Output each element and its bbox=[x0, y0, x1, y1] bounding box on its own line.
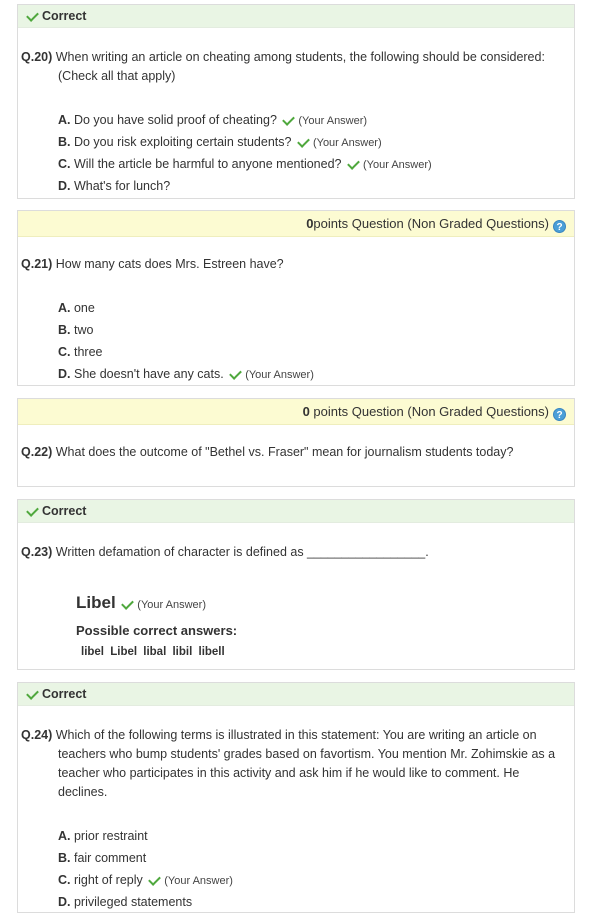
check-icon bbox=[121, 597, 134, 610]
question-body: How many cats does Mrs. Estreen have? bbox=[55, 257, 284, 271]
submitted-answer: Libel bbox=[76, 593, 116, 612]
question-number: Q.20) bbox=[21, 50, 53, 64]
your-answer-label: (Your Answer) bbox=[362, 159, 432, 171]
option-d bbox=[58, 891, 566, 913]
options-list bbox=[58, 297, 566, 385]
option-letter: D. bbox=[58, 367, 71, 381]
option-text: two bbox=[73, 323, 94, 337]
question-card-21 bbox=[17, 210, 575, 386]
question-number: Q.24) bbox=[21, 728, 53, 742]
option-d bbox=[58, 363, 566, 385]
question-number: Q.22) bbox=[21, 445, 53, 459]
check-icon bbox=[26, 687, 39, 700]
your-answer-label: (Your Answer) bbox=[137, 599, 206, 611]
question-text bbox=[21, 443, 564, 462]
option-c bbox=[58, 869, 566, 891]
check-icon bbox=[283, 113, 296, 126]
option-text: She doesn't have any cats. bbox=[73, 367, 224, 381]
option-text: privileged statements bbox=[73, 895, 193, 909]
points-header bbox=[18, 211, 574, 237]
options-list bbox=[58, 109, 566, 197]
check-icon bbox=[26, 9, 39, 22]
option-letter: B. bbox=[58, 135, 71, 149]
check-icon bbox=[347, 157, 360, 170]
option-a bbox=[58, 825, 566, 847]
question-card-20 bbox=[17, 4, 575, 199]
option-letter: C. bbox=[58, 345, 71, 359]
possible-answer: libil bbox=[172, 646, 193, 658]
option-c bbox=[58, 153, 566, 175]
option-text: fair comment bbox=[73, 851, 147, 865]
question-text bbox=[21, 726, 564, 802]
your-answer-label: (Your Answer) bbox=[312, 137, 382, 149]
option-a bbox=[58, 109, 566, 131]
option-letter: D. bbox=[58, 895, 71, 909]
help-icon[interactable]: ? bbox=[553, 408, 566, 421]
option-letter: A. bbox=[58, 829, 71, 843]
your-answer-label: (Your Answer) bbox=[245, 369, 314, 381]
question-body: When writing an article on cheating among students, the following should be considered: (Check all that apply) bbox=[55, 50, 545, 83]
possible-answer: libel bbox=[81, 646, 105, 658]
option-text: one bbox=[73, 301, 95, 315]
answer-block bbox=[76, 593, 566, 658]
option-b bbox=[58, 131, 566, 153]
option-text: three bbox=[73, 345, 103, 359]
status-label: Correct bbox=[42, 687, 87, 701]
check-icon bbox=[297, 135, 310, 148]
status-label: Correct bbox=[42, 9, 87, 23]
option-letter: B. bbox=[58, 323, 71, 337]
option-a bbox=[58, 297, 566, 319]
option-letter: A. bbox=[58, 301, 71, 315]
possible-answer: libell bbox=[198, 646, 225, 658]
possible-answers-title: Possible correct answers: bbox=[76, 623, 238, 638]
question-body: What does the outcome of "Bethel vs. Fraser" mean for journalism students today? bbox=[55, 445, 514, 459]
option-letter: B. bbox=[58, 851, 71, 865]
options-list bbox=[58, 825, 566, 913]
option-b bbox=[58, 319, 566, 341]
points-header bbox=[18, 399, 574, 425]
points-value: 0 bbox=[302, 404, 310, 419]
points-label: points Question (Non Graded Questions) bbox=[313, 216, 549, 231]
question-body: Which of the following terms is illustrated in this statement: You are writing an article on teachers who bump students' grades based on favortism. You mention Mr. Zohimskie as a teacher who participates in this activity and ask him if he would like to comment. He declines. bbox=[55, 728, 556, 799]
correct-header bbox=[18, 5, 574, 28]
correct-header bbox=[18, 683, 574, 706]
option-letter: C. bbox=[58, 157, 71, 171]
question-text bbox=[21, 255, 564, 274]
help-icon[interactable]: ? bbox=[553, 220, 566, 233]
your-answer-label: (Your Answer) bbox=[298, 115, 368, 127]
check-icon bbox=[26, 504, 39, 517]
your-answer-label: (Your Answer) bbox=[164, 875, 233, 887]
question-text bbox=[21, 543, 564, 562]
possible-answers-list bbox=[81, 646, 566, 658]
check-icon bbox=[148, 873, 161, 886]
possible-answer: libal bbox=[143, 646, 167, 658]
option-text: prior restraint bbox=[73, 829, 148, 843]
question-number: Q.21) bbox=[21, 257, 53, 271]
check-icon bbox=[229, 367, 242, 380]
question-card-22 bbox=[17, 398, 575, 487]
option-letter: A. bbox=[58, 113, 71, 127]
possible-answer: Libel bbox=[110, 646, 138, 658]
option-text: right of reply bbox=[73, 873, 143, 887]
option-letter: C. bbox=[58, 873, 71, 887]
option-d bbox=[58, 175, 566, 197]
option-b bbox=[58, 847, 566, 869]
status-label: Correct bbox=[42, 504, 87, 518]
option-c bbox=[58, 341, 566, 363]
question-card-23 bbox=[17, 499, 575, 670]
question-text bbox=[21, 48, 564, 86]
points-label: points Question (Non Graded Questions) bbox=[309, 404, 549, 419]
option-text: What's for lunch? bbox=[73, 179, 171, 193]
option-letter: D. bbox=[58, 179, 71, 193]
question-card-24 bbox=[17, 682, 575, 913]
option-text: Will the article be harmful to anyone mentioned? bbox=[73, 157, 342, 171]
question-number: Q.23) bbox=[21, 545, 53, 559]
option-text: Do you risk exploiting certain students? bbox=[73, 135, 292, 149]
correct-header bbox=[18, 500, 574, 523]
question-body: Written defamation of character is defined as _________________. bbox=[55, 545, 429, 559]
points-value: 0 bbox=[306, 216, 314, 231]
option-text: Do you have solid proof of cheating? bbox=[73, 113, 277, 127]
